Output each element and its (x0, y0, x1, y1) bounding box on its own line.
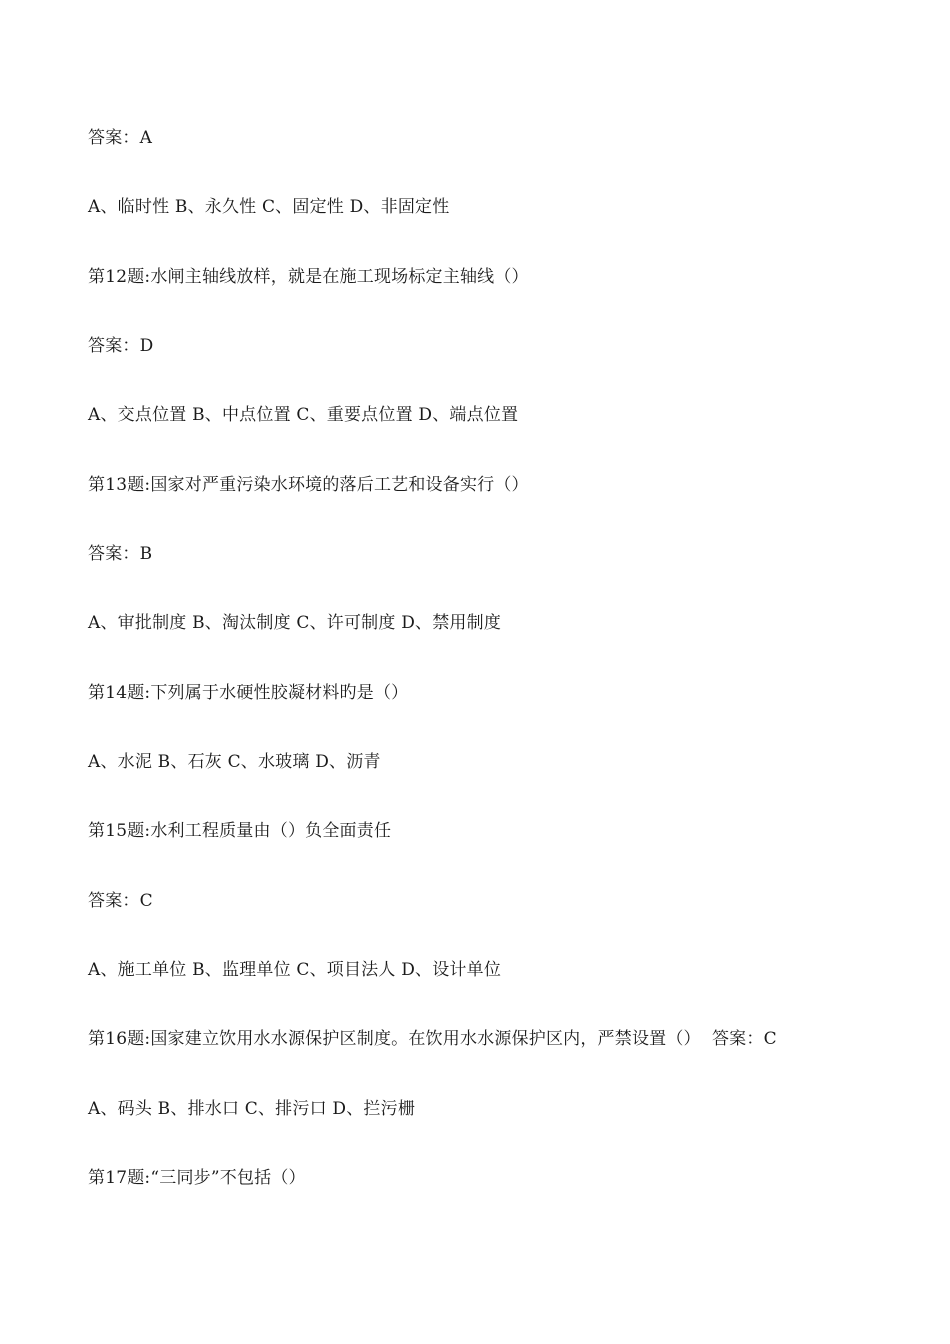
question-13: 第13题:国家对严重污染水环境的落后工艺和设备实行（） (88, 475, 529, 495)
options-line: A、临时性 B、永久性 C、固定性 D、非固定性 (88, 197, 450, 217)
answer-line: 答案：A (88, 128, 153, 148)
question-12: 第12题:水闸主轴线放样，就是在施工现场标定主轴线（） (88, 267, 529, 287)
options-line: A、码头 B、排水口 C、排污口 D、拦污栅 (88, 1099, 416, 1119)
options-line: A、施工单位 B、监理单位 C、项目法人 D、设计单位 (88, 960, 502, 980)
answer-line: 答案：B (88, 544, 153, 564)
options-line: A、审批制度 B、淘汰制度 C、许可制度 D、禁用制度 (88, 613, 502, 633)
question-15: 第15题:水利工程质量由（）负全面责任 (88, 821, 392, 841)
question-16: 第16题:国家建立饮用水水源保护区制度。在饮用水水源保护区内，严禁设置（） 答案：C (88, 1029, 777, 1049)
answer-line: 答案：C (88, 891, 153, 911)
options-line: A、交点位置 B、中点位置 C、重要点位置 D、端点位置 (88, 405, 519, 425)
question-14: 第14题:下列属于水硬性胶凝材料旳是（） (88, 683, 409, 703)
answer-line: 答案：D (88, 336, 154, 356)
options-line: A、水泥 B、石灰 C、水玻璃 D、沥青 (88, 752, 381, 772)
question-17: 第17题:“三同步”不包括（） (88, 1168, 306, 1188)
